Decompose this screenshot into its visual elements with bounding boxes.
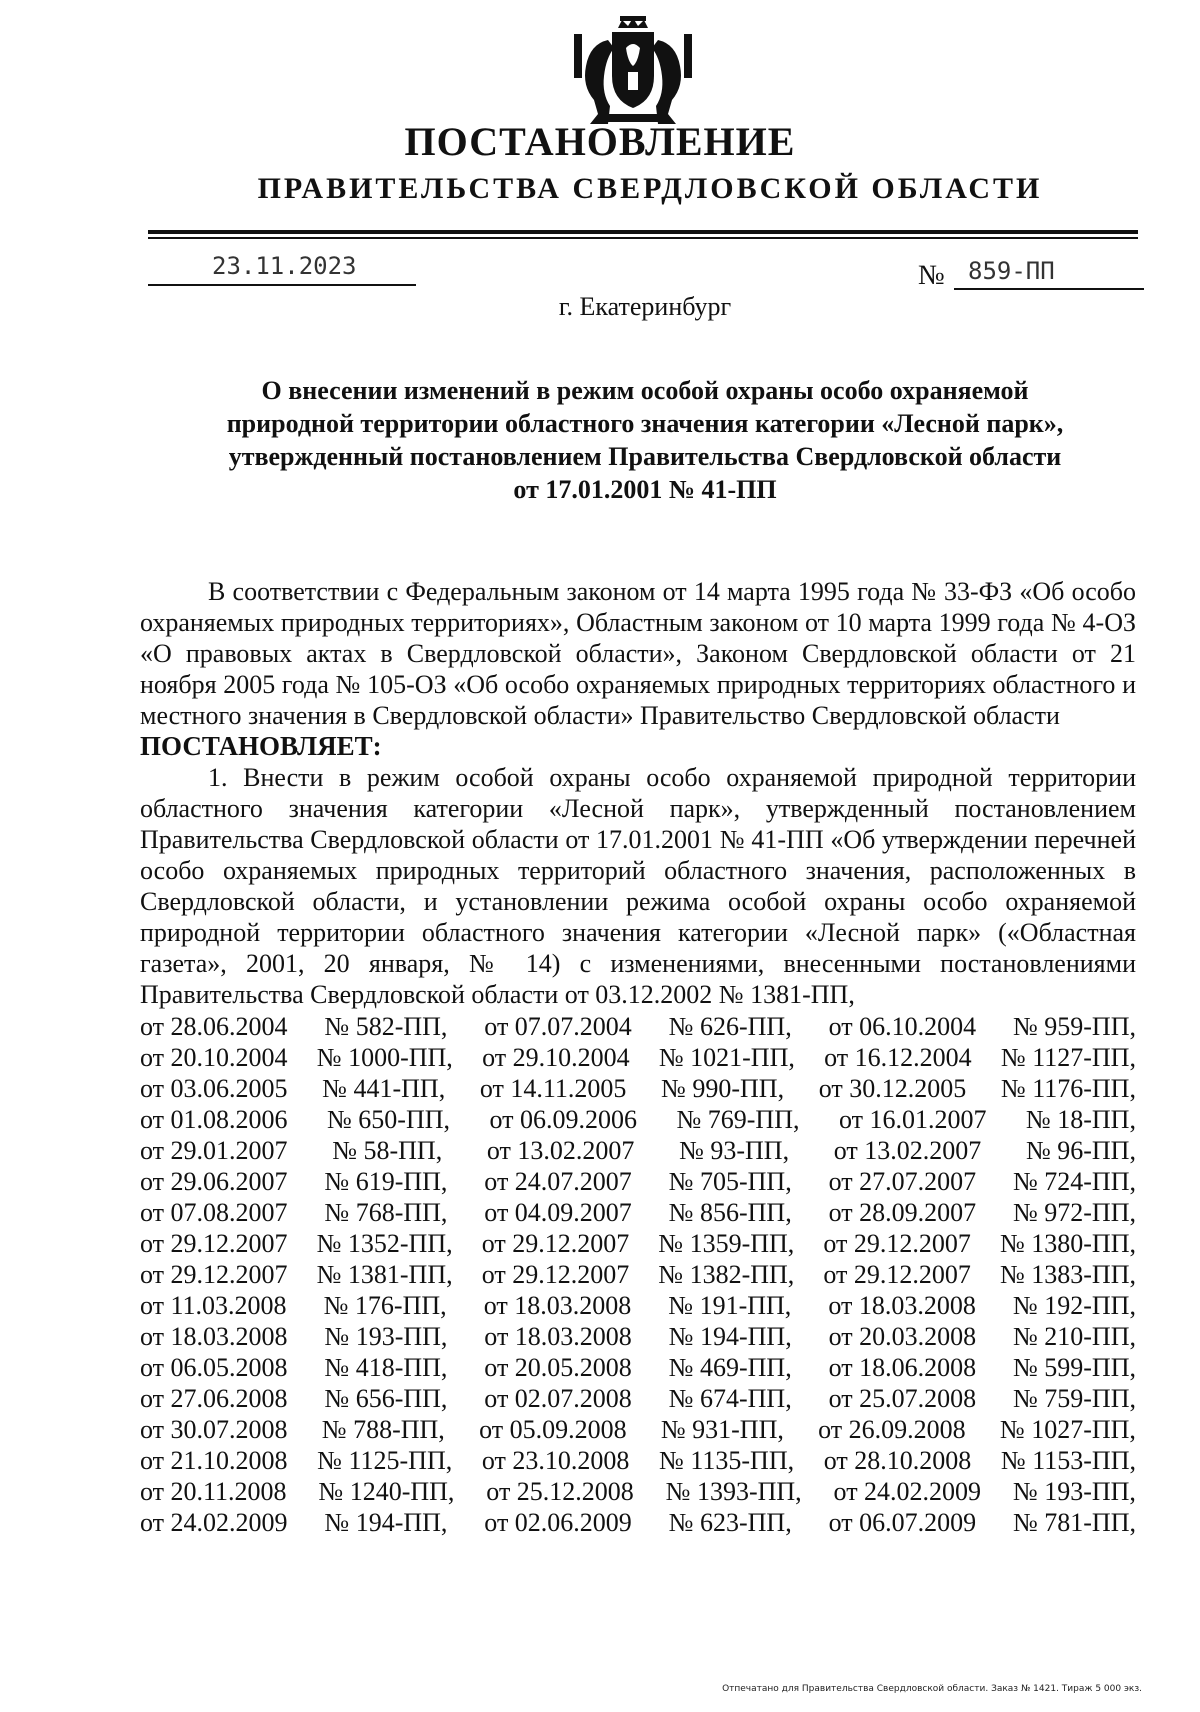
amendment-number: № 705-ПП, — [668, 1167, 792, 1196]
amendment-number: № 176-ПП, — [323, 1291, 447, 1320]
amendment-number: № 193-ПП, — [324, 1322, 448, 1351]
amendment-number: № 193-ПП, — [1012, 1477, 1136, 1506]
amendment-date: от 27.07.2007 — [828, 1167, 977, 1196]
amendment-date: от 20.03.2008 — [828, 1322, 977, 1351]
amendment-row — [140, 1476, 1136, 1507]
amendment-number: № 623-ПП, — [668, 1508, 792, 1537]
amendment-number: № 1359-ПП, — [658, 1229, 795, 1258]
amendment-date: от 20.05.2008 — [484, 1353, 632, 1382]
amendment-row — [140, 1414, 1136, 1445]
amendment-number: № 759-ПП, — [1012, 1384, 1136, 1413]
amendment-date: от 02.06.2009 — [484, 1508, 632, 1537]
amendment-number: № 1382-ПП, — [658, 1260, 795, 1289]
amendment-number: № 1135-ПП, — [659, 1446, 795, 1475]
amendment-date: от 05.09.2008 — [479, 1415, 627, 1444]
amendment-date: от 14.11.2005 — [479, 1074, 627, 1103]
amendment-row — [140, 1352, 1136, 1383]
amendment-date: от 28.10.2008 — [823, 1446, 972, 1475]
amendment-number: № 1127-ПП, — [1000, 1043, 1136, 1072]
amendment-number: № 1000-ПП, — [316, 1043, 453, 1072]
amendment-row — [140, 1073, 1136, 1104]
document-date: 23.11.2023 — [212, 252, 357, 280]
amendment-date: от 18.03.2008 — [140, 1322, 288, 1351]
header-rule-thick — [148, 230, 1138, 234]
amendment-date: от 06.10.2004 — [828, 1012, 977, 1041]
heading-line-1: О внесении изменений в режим особой охраны особо охраняемой — [261, 376, 1029, 405]
amendment-row — [140, 1507, 1136, 1538]
amendment-number: № 1125-ПП, — [317, 1446, 453, 1475]
amendment-number: № 856-ПП, — [668, 1198, 792, 1227]
amendment-date: от 29.12.2007 — [481, 1260, 630, 1289]
document-body — [140, 576, 1136, 1538]
amendment-date: от 21.10.2008 — [140, 1446, 288, 1475]
amendment-number: № 1240-ПП, — [318, 1477, 455, 1506]
amendment-number: № 191-ПП, — [668, 1291, 792, 1320]
amendment-date: от 29.06.2007 — [140, 1167, 288, 1196]
amendment-number: № 1021-ПП, — [658, 1043, 795, 1072]
amendment-date: от 06.09.2006 — [489, 1105, 637, 1134]
amendment-number: № 599-ПП, — [1012, 1353, 1136, 1382]
amendment-date: от 06.05.2008 — [140, 1353, 288, 1382]
amendment-date: от 20.10.2004 — [140, 1043, 288, 1072]
amendment-number: № 931-ПП, — [660, 1415, 784, 1444]
amendment-date: от 29.01.2007 — [140, 1136, 288, 1165]
amendment-date: от 29.12.2007 — [140, 1229, 288, 1258]
amendment-number: № 441-ПП, — [322, 1074, 446, 1103]
amendment-number: № 93-ПП, — [679, 1136, 790, 1165]
amendment-date: от 27.06.2008 — [140, 1384, 288, 1413]
amendment-date: от 02.07.2008 — [484, 1384, 632, 1413]
coat-of-arms-icon — [568, 14, 698, 130]
print-footer: Отпечатано для Правительства Свердловской области. Заказ № 1421. Тираж 5 000 экз. — [722, 1684, 1142, 1694]
amendment-date: от 11.03.2008 — [140, 1291, 287, 1320]
amendment-number: № 469-ПП, — [668, 1353, 792, 1382]
amendment-date: от 26.09.2008 — [818, 1415, 966, 1444]
amendment-number: № 18-ПП, — [1025, 1105, 1136, 1134]
amendment-number: № 1176-ПП, — [1000, 1074, 1136, 1103]
amendment-number: № 768-ПП, — [324, 1198, 448, 1227]
header-rule-thin — [148, 237, 1138, 239]
amendment-number: № 972-ПП, — [1012, 1198, 1136, 1227]
amendment-date: от 23.10.2008 — [481, 1446, 630, 1475]
amendment-date: от 30.07.2008 — [140, 1415, 288, 1444]
amendment-date: от 01.08.2006 — [140, 1105, 288, 1134]
document-heading — [150, 374, 1140, 506]
amendment-date: от 24.07.2007 — [484, 1167, 632, 1196]
amendments-list — [140, 1011, 1136, 1538]
document-number: 859-ПП — [968, 257, 1055, 285]
amendment-row — [140, 1135, 1136, 1166]
amendment-number: № 210-ПП, — [1012, 1322, 1136, 1351]
document-type-title: ПОСТАНОВЛЕНИЕ — [404, 119, 796, 164]
amendment-number: № 619-ПП, — [324, 1167, 448, 1196]
item-1-paragraph: 1. Внести в режим особой охраны особо охраняемой природной территории областного значения категории «Лесной парк», утвержденный постановлением Правительства Свердловской области от 17.01.2001 № 41-ПП «Об утверждении перечней особо охраняемых природных территорий областного значения, расположенных в Свердловской области, и установлении режима особой охраны особо охраняемой природной территории областного значения категории «Лесной парк» («Областная газета», 2001, 20 января, № 14) с изменениями, внесенными постановлениями Правительства Свердловской области от 03.12.2002 № 1381-ПП, — [140, 763, 1136, 1009]
amendment-number: № 1393-ПП, — [665, 1477, 802, 1506]
amendment-date: от 13.02.2007 — [833, 1136, 982, 1165]
amendment-date: от 06.07.2009 — [828, 1508, 977, 1537]
amendment-date: от 16.12.2004 — [824, 1043, 972, 1072]
amendment-row — [140, 1197, 1136, 1228]
amendment-date: от 29.12.2007 — [823, 1260, 971, 1289]
resolves-heading: ПОСТАНОВЛЯЕТ: — [140, 731, 382, 761]
amendment-date: от 18.03.2008 — [828, 1291, 976, 1320]
amendment-date: от 18.03.2008 — [484, 1322, 632, 1351]
amendment-number: № 788-ПП, — [321, 1415, 445, 1444]
amendment-date: от 16.01.2007 — [838, 1105, 987, 1134]
amendment-row — [140, 1290, 1136, 1321]
amendment-date: от 18.03.2008 — [483, 1291, 632, 1320]
amendment-number: № 650-ПП, — [326, 1105, 451, 1134]
amendment-number: № 724-ПП, — [1012, 1167, 1136, 1196]
city-line: г. Екатеринбург — [558, 292, 732, 321]
amendment-number: № 1153-ПП, — [1000, 1446, 1136, 1475]
amendment-row — [140, 1042, 1136, 1073]
amendment-number: № 990-ПП, — [661, 1074, 785, 1103]
amendment-date: от 07.08.2007 — [140, 1198, 288, 1227]
heading-line-4: от 17.01.2001 № 41-ПП — [513, 475, 777, 504]
heading-line-3: утвержденный постановлением Правительства Свердловской области — [228, 442, 1062, 471]
amendment-date: от 24.02.2009 — [833, 1477, 982, 1506]
amendment-number: № 626-ПП, — [668, 1012, 792, 1041]
amendment-date: от 03.06.2005 — [140, 1074, 288, 1103]
amendment-date: от 25.07.2008 — [828, 1384, 977, 1413]
amendment-number: № 194-ПП, — [324, 1508, 448, 1537]
amendment-date: от 28.09.2007 — [828, 1198, 977, 1227]
amendment-date: от 04.09.2007 — [484, 1198, 632, 1227]
amendment-date: от 18.06.2008 — [828, 1353, 977, 1382]
amendment-number: № 96-ПП, — [1025, 1136, 1136, 1165]
amendment-number: № 1027-ПП, — [999, 1415, 1136, 1444]
amendment-row — [140, 1228, 1136, 1259]
amendment-date: от 25.12.2008 — [486, 1477, 634, 1506]
amendment-number: № 582-ПП, — [324, 1012, 448, 1041]
amendment-date: от 13.02.2007 — [486, 1136, 635, 1165]
amendment-number: № 781-ПП, — [1012, 1508, 1136, 1537]
amendment-row — [140, 1166, 1136, 1197]
amendment-number: № 656-ПП, — [324, 1384, 448, 1413]
amendment-number: № 1381-ПП, — [316, 1260, 453, 1289]
amendment-date: от 24.02.2009 — [140, 1508, 288, 1537]
date-field — [148, 248, 416, 286]
amendment-number: № 1380-ПП, — [999, 1229, 1136, 1258]
heading-line-2: природной территории областного значения категории «Лесной парк», — [226, 409, 1064, 438]
amendment-number: № 418-ПП, — [324, 1353, 448, 1382]
amendment-date: от 29.12.2007 — [140, 1260, 288, 1289]
amendment-row — [140, 1104, 1136, 1135]
amendment-date: от 29.12.2007 — [823, 1229, 971, 1258]
amendment-number: № 1383-ПП, — [999, 1260, 1136, 1289]
amendment-date: от 07.07.2004 — [484, 1012, 632, 1041]
amendment-date: от 29.12.2007 — [481, 1229, 630, 1258]
amendment-row — [140, 1321, 1136, 1352]
amendment-row — [140, 1011, 1136, 1042]
amendment-row — [140, 1259, 1136, 1290]
amendment-number: № 959-ПП, — [1012, 1012, 1136, 1041]
amendment-row — [140, 1383, 1136, 1414]
amendment-row — [140, 1445, 1136, 1476]
preamble-paragraph: В соответствии с Федеральным законом от 14 марта 1995 года № 33-ФЗ «Об особо охраняемых природных территориях», Областным законом от 10 марта 1999 года № 4-ОЗ «О правовых актах в Свердловской области», Законом Свердловской области от 21 ноября 2005 года № 105-ОЗ «Об особо охраняемых природных территориях областного и местного значения в Свердловской области» Правительство Свердловской области — [140, 577, 1136, 730]
amendment-number: № 192-ПП, — [1012, 1291, 1136, 1320]
amendment-number: № 674-ПП, — [668, 1384, 792, 1413]
number-label: № — [918, 260, 945, 291]
amendment-number: № 1352-ПП, — [316, 1229, 453, 1258]
amendment-number: № 58-ПП, — [332, 1136, 443, 1165]
amendment-date: от 20.11.2008 — [140, 1477, 287, 1506]
amendment-date: от 30.12.2005 — [818, 1074, 967, 1103]
amendment-date: от 28.06.2004 — [140, 1012, 288, 1041]
amendment-number: № 769-ПП, — [676, 1105, 800, 1134]
amendment-date: от 29.10.2004 — [482, 1043, 630, 1072]
issuing-body-title: ПРАВИТЕЛЬСТВА СВЕРДЛОВСКОЙ ОБЛАСТИ — [257, 172, 1043, 205]
amendment-number: № 194-ПП, — [668, 1322, 792, 1351]
number-field — [954, 254, 1144, 290]
